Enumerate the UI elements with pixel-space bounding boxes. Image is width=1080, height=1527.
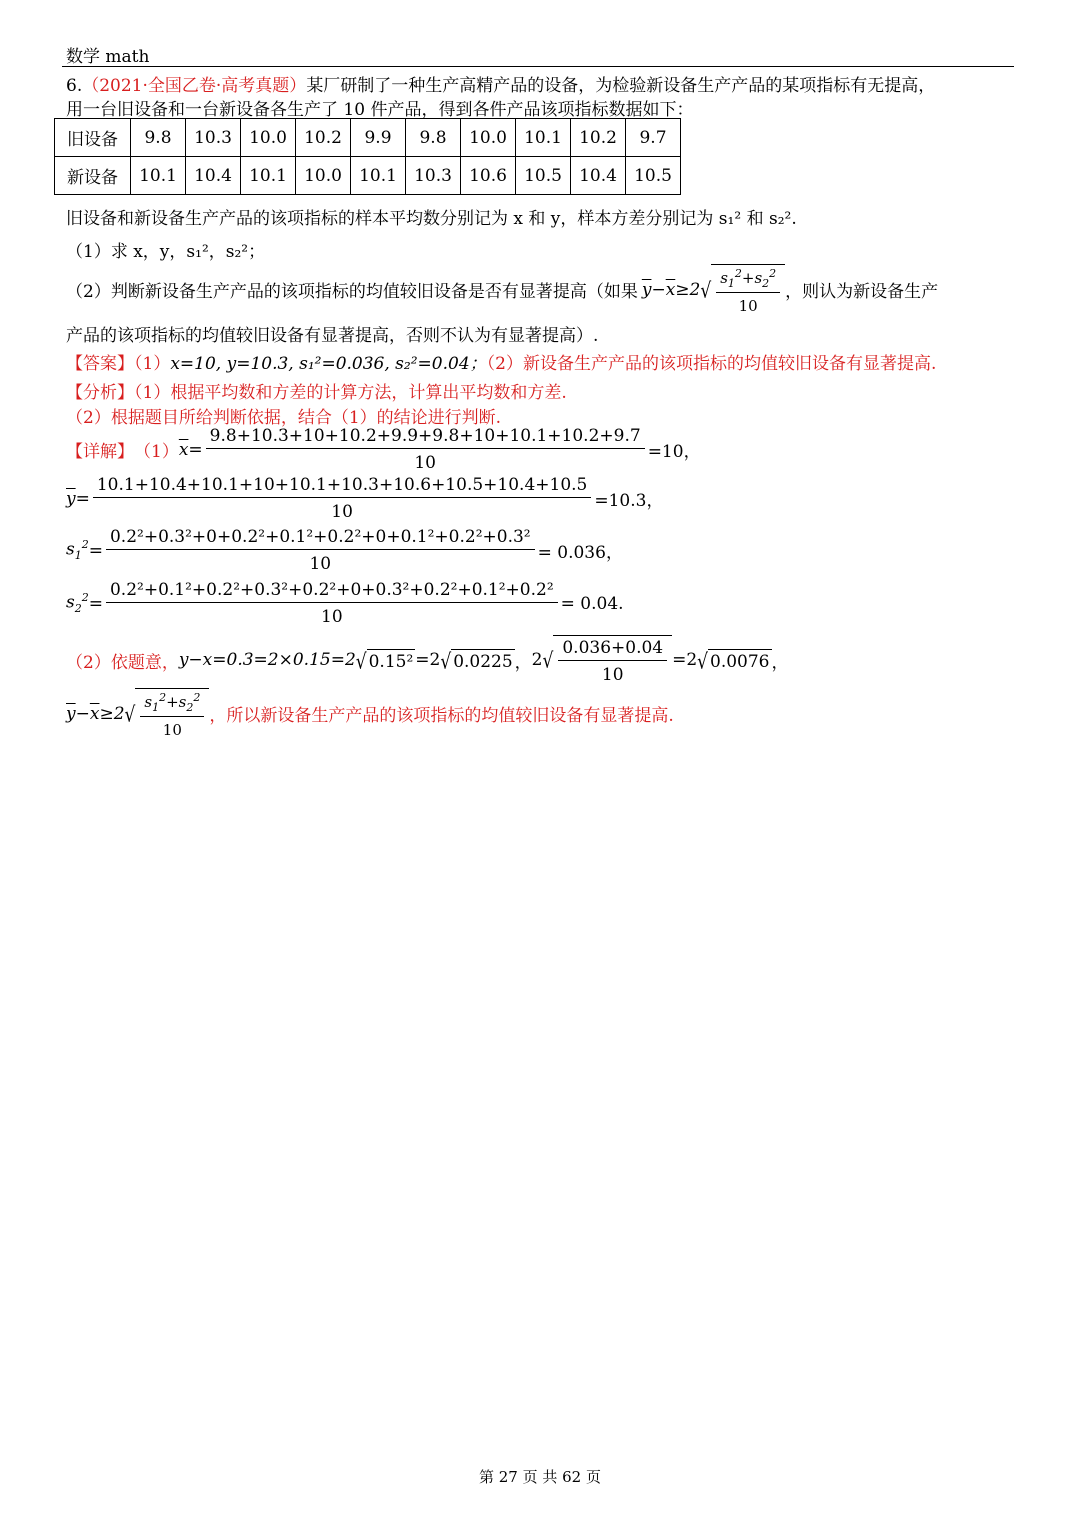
- s1-symbol: $s_1^2$: [66, 538, 89, 563]
- p2-math-3: =2: [672, 650, 698, 670]
- table-cell: 10.0: [461, 119, 516, 157]
- sqrt-1: √ 0.15²: [355, 649, 414, 674]
- ybar-result: =10.3，: [594, 491, 664, 511]
- detail-conclusion-line: [66, 688, 674, 739]
- p2-frac-den: 10: [601, 665, 624, 685]
- conclusion-formula: $\overline{y}-\overline{x}\ge 2$: [66, 703, 125, 724]
- detail-xbar-line: 【详解】 （1） $\overline{x}$ = $\frac{9.8+10.3+10+10.2+9.9+9.8+10+10.1+10.2+9.7}{10}$ =10，: [66, 426, 701, 473]
- conclusion-text: ，所以新设备生产产品的该项指标的均值较旧设备有显著提高.: [209, 706, 674, 726]
- table-cell: 9.9: [351, 119, 406, 157]
- detail-ybar-line: $\overline{y}$ = $\frac{10.1+10.4+10.1+10+10.1+10.3+10.6+10.5+10.4+10.5}{10}$ =10.3，: [66, 475, 664, 522]
- s2-result: = 0.04.: [560, 593, 624, 614]
- conclusion-sqrt: √ $\frac{s_1^2+s_2^2}{10}$: [125, 688, 210, 739]
- xbar-denominator: 10: [414, 453, 436, 473]
- table-cell: 10.0: [241, 119, 296, 157]
- criterion-formula: $\overline{y}-\overline{x}\ge 2$: [641, 279, 701, 300]
- s1-fraction: [106, 527, 535, 574]
- analysis-line-1: [66, 378, 567, 403]
- answer-line: [66, 349, 936, 374]
- analysis-line-2: （2）根据题目所给判断依据，结合（1）的结论进行判断.: [66, 408, 502, 428]
- question-part-1: （1）求 x，y，s₁²，s₂²；: [66, 242, 266, 262]
- question-source: （2021·全国乙卷·高考真题）: [82, 76, 307, 96]
- question-part-2-cont: 产品的该项指标的均值较旧设备有显著提高，否则不认为有显著提高）.: [66, 326, 599, 346]
- detail-p1: （1）: [134, 442, 179, 462]
- question-line-2: 用一台旧设备和一台新设备各生产了 10 件产品，得到各件产品该项指标数据如下：: [66, 100, 694, 120]
- xbar-fraction: [206, 426, 645, 473]
- question-part-2: [66, 264, 938, 315]
- table-cell: 10.1: [351, 157, 406, 195]
- detail-p2: （2）依题意，: [66, 652, 179, 673]
- answer-tag: 【答案】: [66, 354, 134, 374]
- page-header: 数学 math: [66, 47, 150, 67]
- table-cell: 10.5: [516, 157, 571, 195]
- data-table: [54, 118, 681, 195]
- part2-text-b: ，则认为新设备生产: [785, 282, 939, 302]
- p2-frac-num: 0.036+0.04: [558, 638, 667, 661]
- table-header-old: 旧设备: [55, 119, 131, 157]
- sqrt-4: √ 0.0076: [697, 649, 770, 674]
- table-cell: 10.1: [516, 119, 571, 157]
- s2-numerator: 0.2²+0.1²+0.2²+0.3²+0.2²+0+0.3²+0.2²+0.1²+0.2²: [106, 580, 558, 603]
- table-cell: 9.7: [626, 119, 681, 157]
- table-cell: 10.4: [571, 157, 626, 195]
- p2-math-1: y−x=0.3=2×0.15=2: [178, 650, 356, 670]
- sqrt-2: √ 0.0225: [440, 649, 513, 674]
- table-row-old: [55, 119, 681, 157]
- p2-math-2: =2: [415, 650, 441, 670]
- detail-tag: 【详解】: [66, 442, 134, 462]
- sqrt-3: √ $\frac{0.036+0.04}{10}$: [543, 635, 673, 685]
- table-cell: 10.5: [626, 157, 681, 195]
- answer-p1: （1）: [134, 354, 171, 374]
- detail-s2-line: $s_2^2$ = $\frac{\text{0.2²+0.1²+0.2²+0.3²+0.2²+0+0.3²+0.2²+0.1²+0.2²}}{10}$ = 0.04.: [66, 580, 624, 627]
- s2-denominator: 10: [321, 607, 343, 627]
- ybar-numerator: 10.1+10.4+10.1+10+10.1+10.3+10.6+10.5+10.4+10.5: [93, 475, 592, 498]
- detail-s1-line: $s_1^2$ = $\frac{\text{0.2²+0.3²+0+0.2²+0.1²+0.2²+0+0.1²+0.2²+0.3²}}{10}$ = 0.036，: [66, 527, 623, 574]
- question-line-1: [66, 71, 935, 96]
- table-cell: 9.8: [131, 119, 186, 157]
- table-cell: 10.2: [571, 119, 626, 157]
- table-header-new: 新设备: [55, 157, 131, 195]
- part2-text-a: （2）判断新设备生产产品的该项指标的均值较旧设备是否有显著提高（如果: [66, 282, 638, 302]
- s1-denominator: 10: [309, 554, 332, 574]
- xbar-result: =10，: [647, 442, 701, 462]
- s1-result: = 0.036，: [537, 543, 623, 563]
- analysis-text-1: （1）根据平均数和方差的计算方法，计算出平均数和方差.: [134, 383, 567, 403]
- table-cell: 10.1: [131, 157, 186, 195]
- ybar-denominator: 10: [331, 502, 353, 522]
- table-cell: 10.0: [296, 157, 351, 195]
- question-text-1: 某厂研制了一种生产高精产品的设备，为检验新设备生产产品的某项指标有无提高，: [306, 76, 936, 96]
- table-row-new: [55, 157, 681, 195]
- ybar-symbol: $\overline{y}$: [66, 488, 76, 509]
- s1-numerator: 0.2²+0.3²+0+0.2²+0.1²+0.2²+0+0.1²+0.2²+0.3²: [106, 527, 535, 550]
- page-footer: 第 27 页 共 62 页: [478, 1468, 601, 1486]
- ybar-fraction: [93, 475, 592, 522]
- answer-p2: （2）新设备生产产品的该项指标的均值较旧设备有显著提高.: [486, 354, 937, 374]
- table-cell: 10.3: [406, 157, 461, 195]
- detail-part-2-line: [66, 635, 789, 685]
- table-cell: 10.1: [241, 157, 296, 195]
- xbar-numerator: 9.8+10.3+10+10.2+9.9+9.8+10+10.1+10.2+9.7: [206, 426, 645, 449]
- table-cell: 9.8: [406, 119, 461, 157]
- criterion-sqrt: √ $\frac{s_1^2+s_2^2}{10}$: [700, 264, 785, 315]
- table-cell: 10.3: [186, 119, 241, 157]
- analysis-tag: 【分析】: [66, 383, 134, 403]
- answer-p1-math: x=10, y=10.3, s₁²=0.036, s₂²=0.04；: [170, 354, 487, 374]
- p2-separator: ，: [514, 652, 532, 673]
- xbar-symbol: $\overline{x}$: [178, 439, 189, 460]
- table-cell: 10.2: [296, 119, 351, 157]
- p2-two: 2: [531, 650, 543, 670]
- question-number: 6.: [66, 76, 83, 96]
- s2-fraction: [106, 580, 558, 627]
- p2-end: ，: [771, 652, 789, 673]
- s2-symbol: $s_2^2$: [66, 591, 89, 616]
- table-cell: 10.6: [461, 157, 516, 195]
- statement-line: 旧设备和新设备生产产品的该项指标的样本平均数分别记为 x 和 y，样本方差分别记为 s₁² 和 s₂².: [66, 209, 797, 229]
- table-cell: 10.4: [186, 157, 241, 195]
- header-rule: [62, 66, 1014, 67]
